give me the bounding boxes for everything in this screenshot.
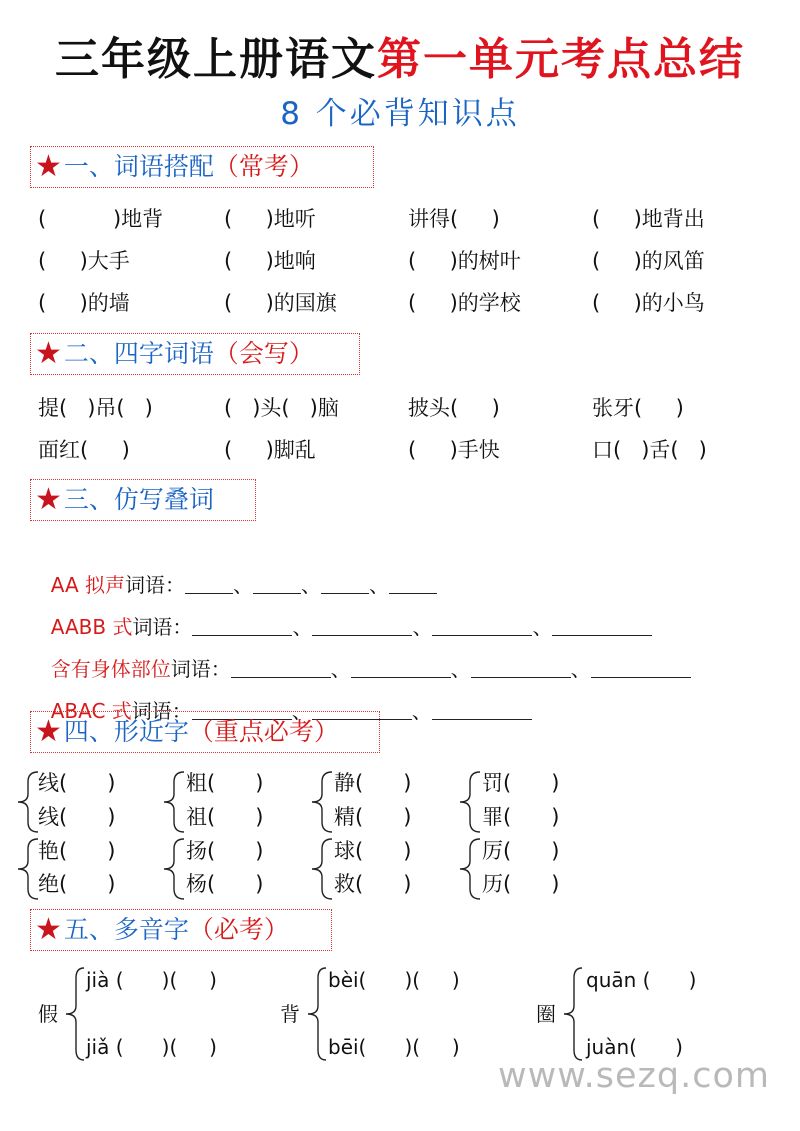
idiom-cell: ( )头( )脑	[224, 396, 339, 420]
similar-char-item: 线( )	[38, 805, 116, 829]
reduplication-line: AABB 式词语： 、 、 、	[38, 582, 652, 642]
pinyin-reading: jià ( )( )	[86, 968, 217, 992]
title-black: 三年级上册语文	[55, 34, 377, 85]
reduplication-line: 含有身体部位词语： 、 、 、	[38, 624, 691, 684]
idiom-cell: 口( )舌( )	[592, 438, 707, 462]
pinyin-reading: juàn( )	[586, 1035, 683, 1059]
reduplication-line: ABAC 式词语： 、 、	[38, 666, 532, 726]
brace-icon	[560, 966, 584, 1062]
similar-char-item: 救( )	[334, 872, 412, 896]
idiom-cell: 张牙( )	[592, 396, 684, 420]
brace-icon	[304, 966, 328, 1062]
star-icon: ★	[35, 149, 62, 184]
word-pair-cell: ( )的树叶	[408, 249, 521, 273]
star-icon: ★	[35, 336, 62, 371]
star-icon: ★	[35, 714, 62, 749]
word-pair-cell: ( )的墙	[38, 291, 130, 315]
similar-char-item: 绝( )	[38, 872, 116, 896]
section-5-heading	[30, 909, 332, 951]
section-4-title: 四、形近字	[63, 717, 189, 746]
word-pair-cell: ( )地响	[224, 249, 316, 273]
star-icon: ★	[35, 912, 62, 947]
section-1-heading	[30, 146, 374, 188]
similar-char-item: 罚( )	[482, 771, 560, 795]
similar-char-item: 厉( )	[482, 839, 560, 863]
similar-char-item: 艳( )	[38, 839, 116, 863]
polyphonic-char: 背	[280, 1002, 300, 1026]
idiom-cell: ( )脚乱	[224, 438, 316, 462]
section-1-tag: （常考）	[213, 152, 314, 181]
word-pair-cell: 讲得( )	[408, 207, 500, 231]
section-5-title: 五、多音字	[63, 915, 189, 944]
similar-char-item: 祖( )	[186, 805, 264, 829]
idiom-cell: ( )手快	[408, 438, 500, 462]
similar-char-item: 球( )	[334, 839, 412, 863]
word-pair-cell: ( )的风笛	[592, 249, 705, 273]
polyphonic-char: 假	[38, 1002, 58, 1026]
idiom-cell: 提( )吊( )	[38, 396, 153, 420]
idiom-cell: 披头( )	[408, 396, 500, 420]
section-2-row	[0, 393, 800, 423]
section-4-heading	[30, 711, 380, 753]
similar-char-item: 杨( )	[186, 872, 264, 896]
answer-blank[interactable]	[432, 699, 532, 720]
answer-blank[interactable]	[591, 657, 691, 678]
similar-char-item: 粗( )	[186, 771, 264, 795]
brace-icon	[62, 966, 86, 1062]
similar-char-row	[0, 802, 800, 832]
section-2-title: 二、四字词语	[63, 339, 214, 368]
star-icon: ★	[35, 482, 62, 517]
pinyin-reading: jiǎ ( )( )	[86, 1035, 217, 1059]
similar-char-row	[0, 768, 800, 798]
reduplication-line: AA 拟声词语： 、 、 、	[38, 540, 437, 600]
section-1-row	[0, 246, 800, 276]
similar-char-item: 罪( )	[482, 805, 560, 829]
similar-char-item: 历( )	[482, 872, 560, 896]
section-2-tag: （会写）	[213, 339, 314, 368]
title-red: 第一单元考点总结	[377, 34, 745, 85]
section-1-row	[0, 288, 800, 318]
similar-char-item: 扬( )	[186, 839, 264, 863]
section-4-tag: （重点必考）	[188, 717, 339, 746]
pinyin-reading: quān ( )	[586, 968, 697, 992]
word-pair-cell: ( )的国旗	[224, 291, 337, 315]
polyphonic-char: 圈	[536, 1002, 556, 1026]
word-pair-cell: ( )地背出	[592, 207, 705, 231]
similar-char-item: 精( )	[334, 805, 412, 829]
word-pair-cell: ( )地背	[38, 207, 164, 231]
section-2-heading	[30, 333, 360, 375]
section-3-heading	[30, 479, 256, 521]
section-1-title: 一、词语搭配	[63, 152, 214, 181]
page-title	[0, 30, 800, 90]
similar-char-item: 线( )	[38, 771, 116, 795]
pinyin-reading: bèi( )( )	[328, 968, 460, 992]
word-pair-cell: ( )地听	[224, 207, 316, 231]
page-subtitle: 8 个必背知识点	[280, 96, 520, 132]
section-5-tag: （必考）	[188, 915, 289, 944]
section-2-row	[0, 435, 800, 465]
similar-char-row	[0, 869, 800, 899]
section-3-title: 三、仿写叠词	[63, 485, 214, 514]
similar-char-item: 静( )	[334, 771, 412, 795]
word-pair-cell: ( )的小鸟	[592, 291, 705, 315]
section-1-row	[0, 204, 800, 234]
watermark: www.sezq.com	[497, 1056, 770, 1096]
similar-char-row	[0, 836, 800, 866]
word-pair-cell: ( )大手	[38, 249, 130, 273]
pinyin-reading: bēi( )( )	[328, 1035, 460, 1059]
word-pair-cell: ( )的学校	[408, 291, 521, 315]
idiom-cell: 面红( )	[38, 438, 130, 462]
